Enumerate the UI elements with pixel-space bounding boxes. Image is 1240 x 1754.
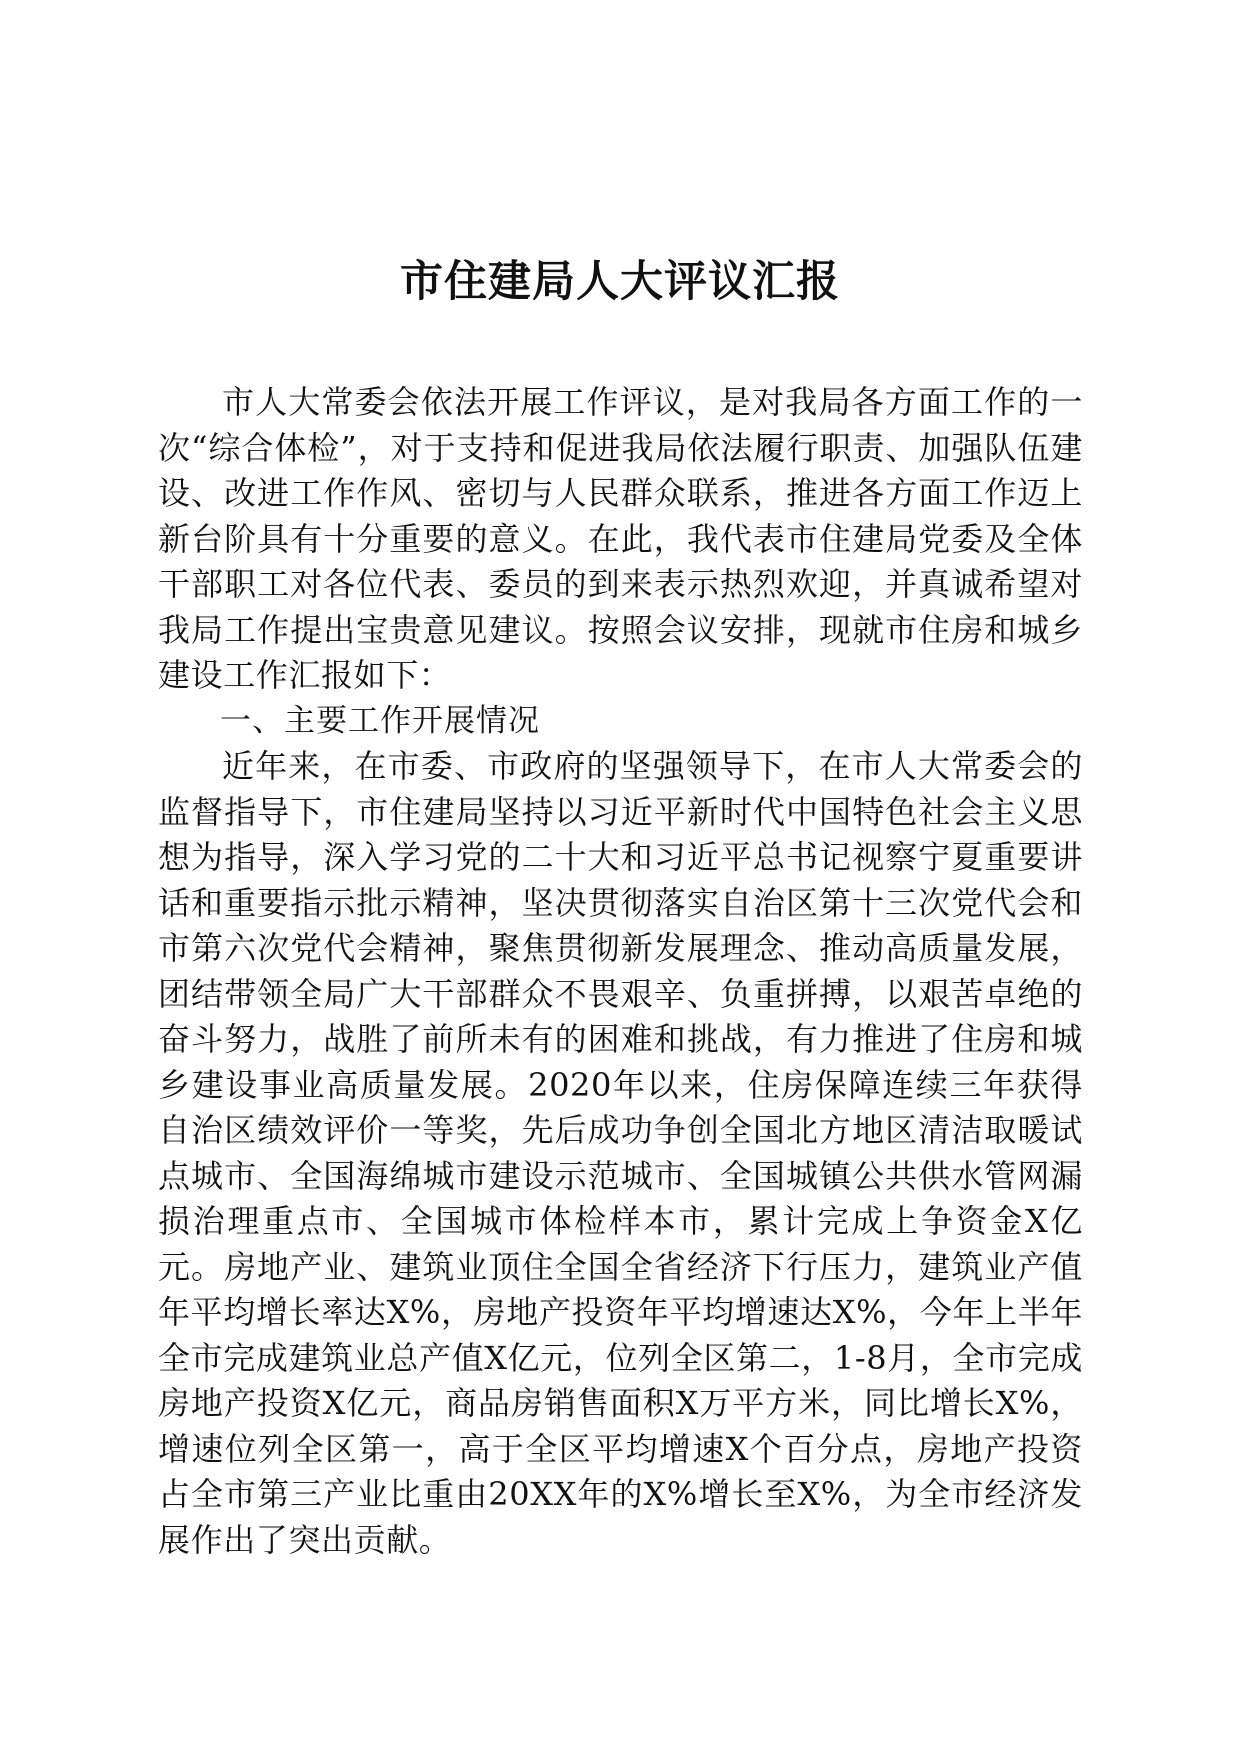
document-body xyxy=(158,380,1083,1563)
section-paragraph-main-work: 近年来，在市委、市政府的坚强领导下，在市人大常委会的监督指导下，市住建局坚持以习近平新时代中国特色社会主义思想为指导，深入学习党的二十大和习近平总书记视察宁夏重要讲话和重要指示批示精神，坚决贯彻落实自治区第十三次党代会和市第六次党代会精神，聚焦贯彻新发展理念、推动高质量发展，团结带领全局广大干部群众不畏艰辛、负重拼搏，以艰苦卓绝的奋斗努力，战胜了前所未有的困难和挑战，有力推进了住房和城乡建设事业高质量发展。2020年以来，住房保障连续三年获得自治区绩效评价一等奖，先后成功争创全国北方地区清洁取暖试点城市、全国海绵城市建设示范城市、全国城镇公共供水管网漏损治理重点市、全国城市体检样本市，累计完成上争资金X亿元。房地产业、建筑业顶住全国全省经济下行压力，建筑业产值年平均增长率达X%，房地产投资年平均增速达X%，今年上半年全市完成建筑业总产值X亿元，位列全区第二，1-8月，全市完成房地产投资X亿元，商品房销售面积X万平方米，同比增长X%，增速位列全区第一，高于全区平均增速X个百分点，房地产投资占全市第三产业比重由20XX年的X%增长至X%，为全市经济发展作出了突出贡献。 xyxy=(158,747,1083,1559)
intro-paragraph: 市人大常委会依法开展工作评议，是对我局各方面工作的一次“综合体检”，对于支持和促进我局依法履行职责、加强队伍建设、改进工作作风、密切与人民群众联系，推进各方面工作迈上新台阶具有十分重要的意义。在此，我代表市住建局党委及全体干部职工对各位代表、委员的到来表示热烈欢迎，并真诚希望对我局工作提出宝贵意见建议。按照会议安排，现就市住房和城乡建设工作汇报如下： xyxy=(158,383,1083,694)
section-heading-main-work: 一、主要工作开展情况 xyxy=(220,702,540,739)
document-title: 市住建局人大评议汇报 xyxy=(400,257,840,307)
